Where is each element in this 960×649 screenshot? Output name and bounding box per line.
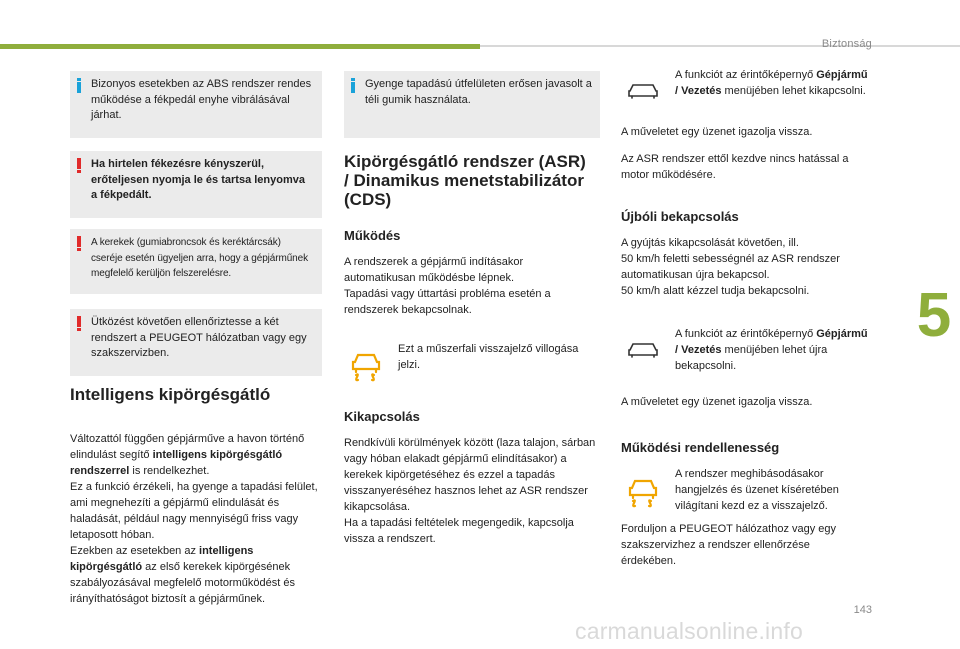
lamp-description: Ezt a műszerfali visszajelző villogása jelzi. xyxy=(398,343,579,371)
deactivation-text xyxy=(344,435,600,547)
asr-warning-lamp-icon xyxy=(623,474,663,504)
asr-effect-text: Az ASR rendszer ettől kezdve nincs hatással a motor működésére. xyxy=(621,153,849,181)
warning-icon xyxy=(77,316,81,331)
text-run: az első kerekek kipörgésének szabályozásával megfelelő motorműködést és irányíthatóságot biztosít a gépjárműnek. xyxy=(70,561,296,605)
text-run: Rendkívüli körülmények között (laza talajon, sárban vagy hóban elakadt gépjármű elindításakor) a kerekek kipörgetéséhez és ezzel a tapadás visszanyeréséhez hasznos lehet az ASR rendszer kikapcsolása. xyxy=(344,437,596,513)
text-run: Változattól függően gépjárműve a havon történő elindulást segítő xyxy=(70,433,305,461)
intelligent-traction-text xyxy=(70,431,326,607)
car-screen-icon xyxy=(626,339,666,369)
warning-icon xyxy=(77,236,81,251)
section-title: Biztonság xyxy=(821,38,872,50)
text-run: 50 km/h alatt kézzel tudja bekapcsolni. xyxy=(621,285,810,297)
text-run: A gyújtás kikapcsolását követően, ill. xyxy=(621,237,799,249)
text-run: Ezekben az esetekben az xyxy=(70,545,200,557)
text-run: Ha a tapadási feltételek megengedik, kapcsolja vissza a rendszert. xyxy=(344,517,574,545)
chapter-number: 5 xyxy=(916,281,952,350)
text-run: A funkciót az érintőképernyő xyxy=(675,328,817,340)
heading-asr-cds: Kipörgésgátló rendszer (ASR) / Dinamikus menetstabilizátor (CDS) xyxy=(344,152,586,209)
info-note-winter-tyres xyxy=(344,71,600,138)
note-text: Ütközést követően ellenőriztesse a két rendszert a PEUGEOT hálózatban vagy egy szakszervizben. xyxy=(91,316,307,359)
text-run: A rendszerek a gépjármű indításakor automatikusan működésbe lépnek. xyxy=(344,256,524,284)
subheading-reactivation: Újbóli bekapcsolás xyxy=(621,209,739,224)
header-rule xyxy=(480,45,960,47)
text-run: Ez a funkció érzékeli, ha gyenge a tapadási felület, ami megnehezíti a gépjármű elindulását és haladását, például nagy mennyiségű friss vagy letaposott hóban. xyxy=(70,481,318,541)
confirm-text-2: A műveletet egy üzenet igazolja vissza. xyxy=(621,396,813,408)
note-text: Bizonyos esetekben az ABS rendszer rendes működése a fékpedál enyhe vibrálásával járhat. xyxy=(91,78,312,121)
warning-note-braking xyxy=(70,151,322,218)
chapter-tab xyxy=(908,272,960,360)
text-run: A funkciót az érintőképernyő xyxy=(675,69,817,81)
text-run: is rendelkezhet. xyxy=(129,465,210,477)
warning-icon xyxy=(77,158,81,173)
car-screen-icon xyxy=(626,80,666,110)
info-icon xyxy=(77,78,81,93)
text-run-bold: Gépjármű / Vezetés xyxy=(675,69,868,97)
warning-note-collision xyxy=(70,309,322,376)
subheading-deactivation: Kikapcsolás xyxy=(344,409,420,424)
asr-warning-lamp-icon xyxy=(346,348,386,378)
malfunction-advice: Forduljon a PEUGEOT hálózathoz vagy egy szakszervizhez a rendszer ellenőrzése érdekében. xyxy=(621,523,837,567)
malfunction-lamp-text: A rendszer meghibásodásakor hangjelzés és üzenet kíséretében világítani kezd ez a visszajelző. xyxy=(675,468,839,512)
info-icon xyxy=(351,78,355,93)
deactivate-instruction xyxy=(675,67,870,99)
text-run-bold: intelligens kipörgésgátló rendszerrel xyxy=(70,449,283,477)
watermark: carmanualsonline.info xyxy=(575,618,803,644)
header-accent-bar xyxy=(0,44,480,49)
note-text: A kerekek (gumiabroncsok és keréktárcsák) cseréje esetén ügyeljen arra, hogy a gépjárműnek megfelelő kerüljön felszerelésre. xyxy=(91,237,309,279)
heading-intelligent-traction: Intelligens kipörgésgátló xyxy=(70,385,271,404)
text-run: menüjében lehet újra bekapcsolni. xyxy=(675,344,828,372)
text-run-bold: Gépjármű / Vezetés xyxy=(675,328,868,356)
info-note-abs xyxy=(70,71,322,138)
text-run-bold: intelligens kipörgésgátló xyxy=(70,545,254,573)
operation-text xyxy=(344,254,594,318)
note-text: Ha hirtelen fékezésre kényszerül, erőteljesen nyomja le és tartsa lenyomva a fékpedált. xyxy=(91,158,305,201)
text-run: 50 km/h feletti sebességnél az ASR rendszer automatikusan újra bekapcsol. xyxy=(621,253,840,281)
note-text: Gyenge tapadású útfelületen erősen javasolt a téli gumik használata. xyxy=(365,78,592,106)
warning-note-wheels xyxy=(70,229,322,294)
reactivate-instruction xyxy=(675,326,870,374)
reactivation-text xyxy=(621,235,876,299)
text-run: Tapadási vagy úttartási probléma esetén a rendszerek bekapcsolnak. xyxy=(344,288,551,316)
subheading-operation: Működés xyxy=(344,228,401,243)
subheading-malfunction: Működési rendellenesség xyxy=(621,440,780,455)
text-run: menüjében lehet kikapcsolni. xyxy=(721,85,866,97)
page-number: 143 xyxy=(853,604,872,616)
confirm-text-1: A műveletet egy üzenet igazolja vissza. xyxy=(621,126,813,138)
